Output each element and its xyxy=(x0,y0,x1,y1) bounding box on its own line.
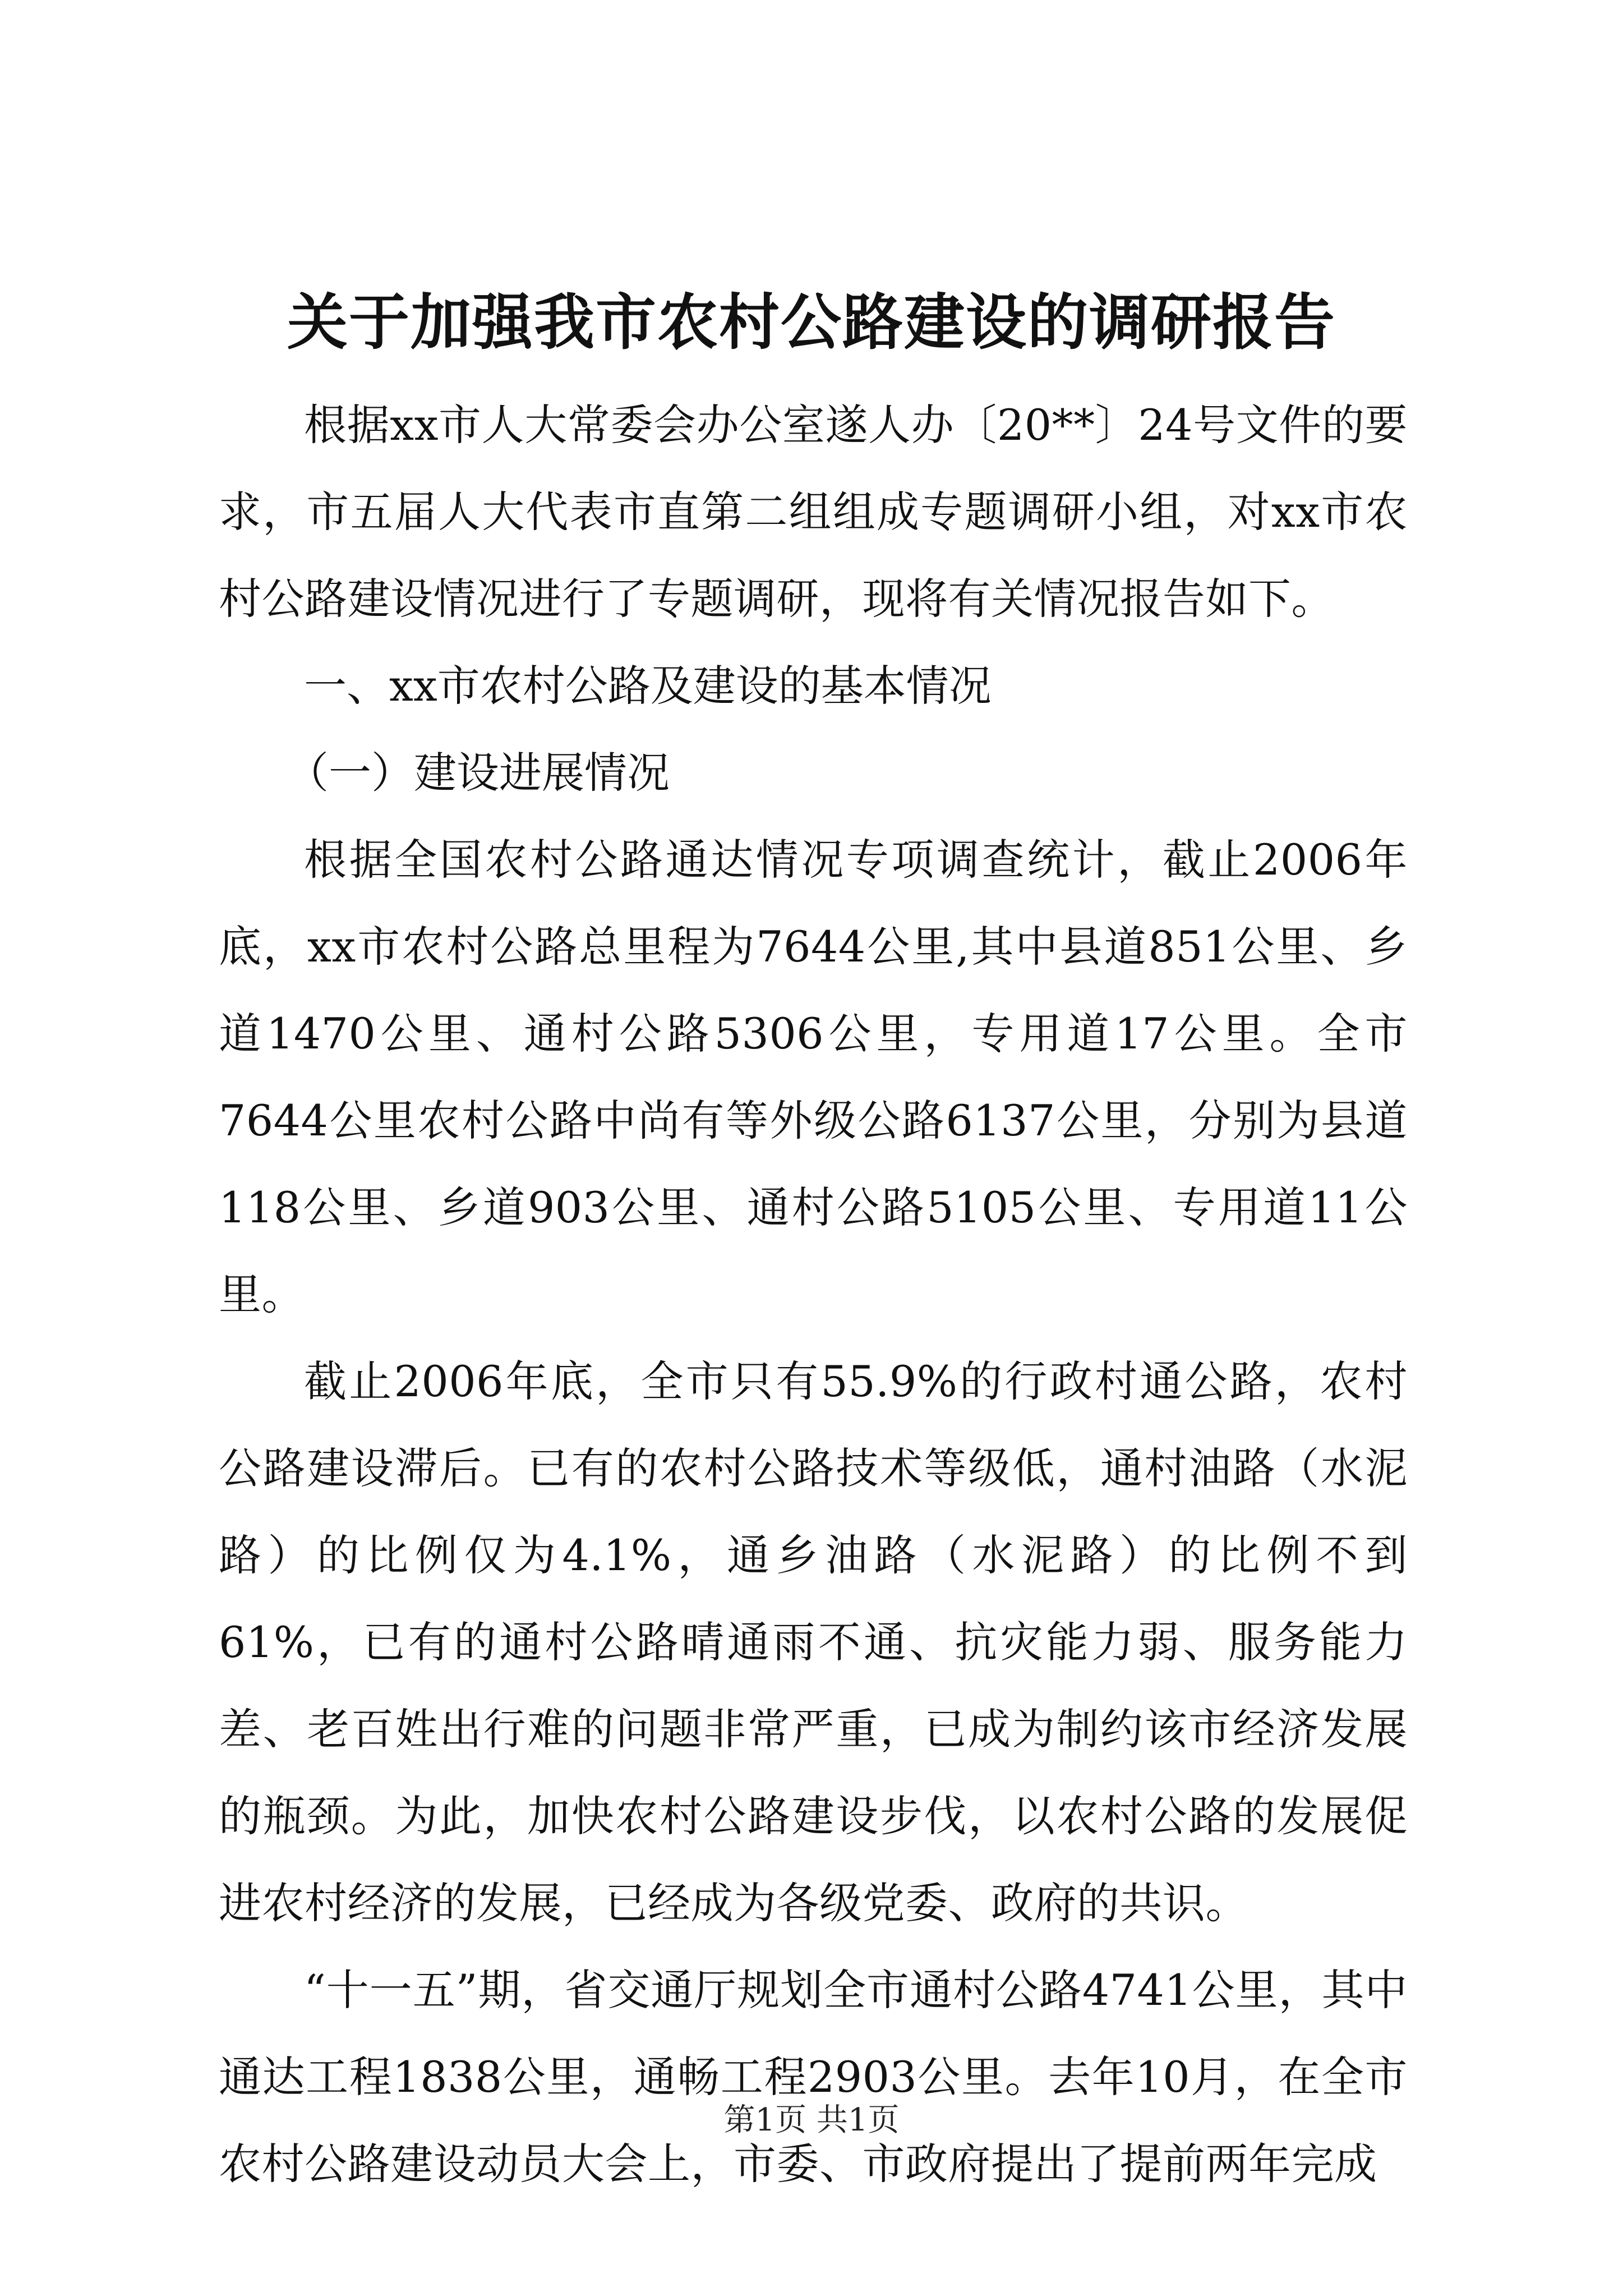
subsection-heading: （一）建设进展情况 xyxy=(286,748,670,798)
section-heading: 一、xx市农村公路及建设的基本情况 xyxy=(304,661,992,711)
document-title: 关于加强我市农村公路建设的调研报告 xyxy=(287,287,1336,358)
document-body xyxy=(219,381,1408,2207)
page-number-footer: 第1页 共1页 xyxy=(723,2102,900,2138)
intro-paragraph: 根据xx市人大常委会办公室遂人办〔20**〕24号文件的要求，市五届人大代表市直第二组组成专题调研小组，对xx市农村公路建设情况进行了专题调研，现将有关情况报告如下。 xyxy=(219,400,1408,624)
statistics-paragraph: 根据全国农村公路通达情况专项调查统计，截止2006年底，xx市农村公路总里程为7644公里,其中县道851公里、乡道1470公里、通村公路5306公里，专用道17公里。全市7644公里农村公路中尚有等外级公路6137公里，分别为县道118公里、乡道903公里、通村公路5105公里、专用道11公里。 xyxy=(219,835,1408,1319)
plan-paragraph: “十一五”期，省交通厅规划全市通村公路4741公里，其中通达工程1838公里，通畅工程2903公里。去年10月，在全市农村公路建设动员大会上，市委、市政府提出了提前两年完成 xyxy=(219,1965,1408,2189)
status-paragraph: 截止2006年底，全市只有55.9%的行政村通公路，农村公路建设滞后。已有的农村公路技术等级低，通村油路（水泥路）的比例仅为4.1%，通乡油路（水泥路）的比例不到61%，已有的通村公路晴通雨不通、抗灾能力弱、服务能力差、老百姓出行难的问题非常严重，已成为制约该市经济发展的瓶颈。为此，加快农村公路建设步伐，以农村公路的发展促进农村经济的发展，已经成为各级党委、政府的共识。 xyxy=(219,1356,1408,1928)
